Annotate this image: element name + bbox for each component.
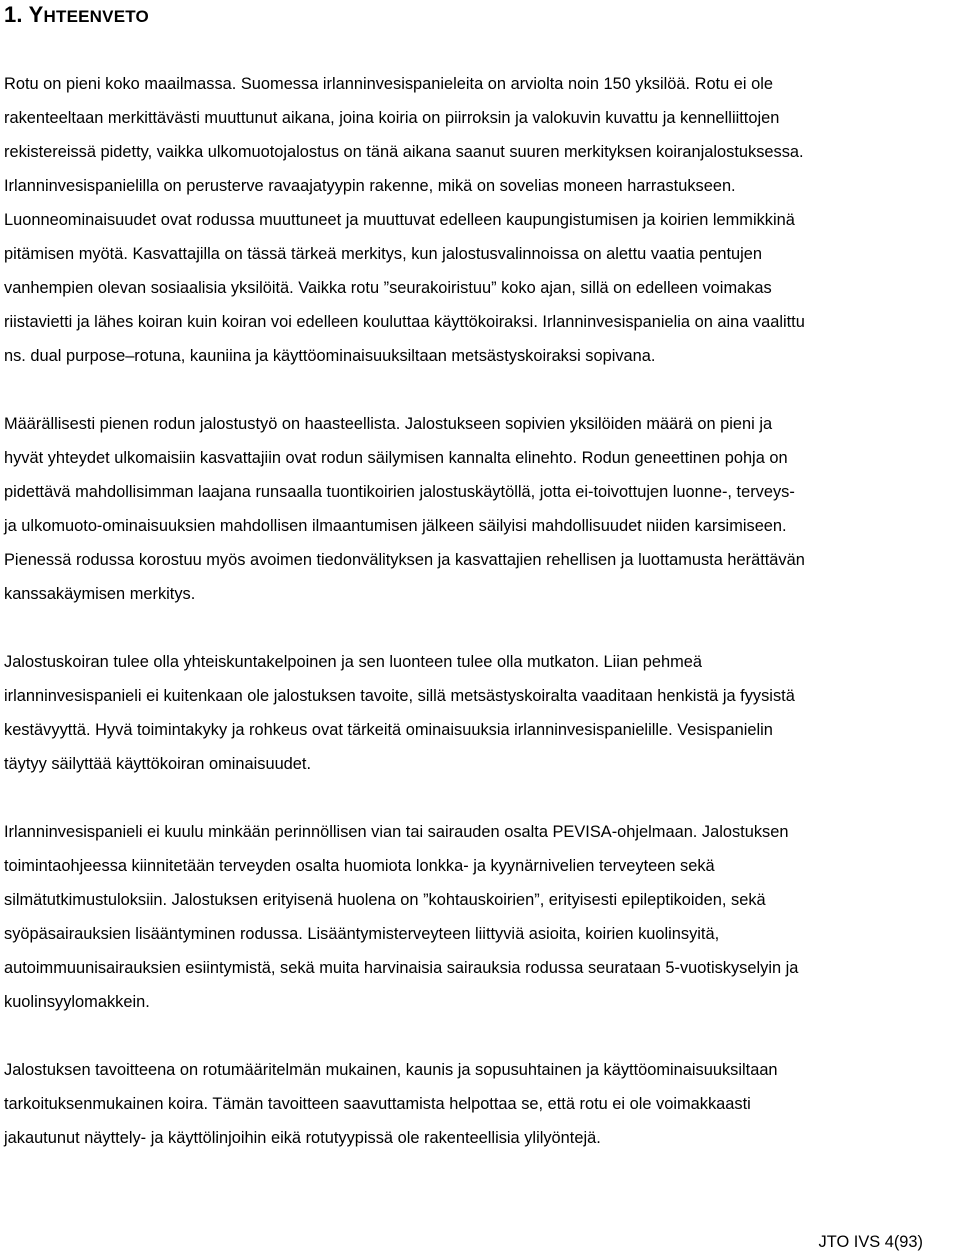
text-line: autoimmuunisairauksien esiintymistä, sekä muita harvinaisia sairauksia rodussa seurataan 5-vuotiskyselyin ja [4, 959, 799, 977]
paragraph [4, 407, 956, 611]
text-line: riistavietti ja lähes koiran kuin koiran voi edelleen kouluttaa käyttökoiraksi. Irlanninvesispanielia on aina vaalittu [4, 313, 805, 331]
section-title-initial: Y [28, 2, 44, 27]
text-line: Irlanninvesispanieli ei kuulu minkään perinnöllisen vian tai sairauden osalta PEVISA-ohjelmaan. Jalostuksen [4, 823, 789, 841]
text-line: Jalostuksen tavoitteena on rotumääritelmän mukainen, kaunis ja sopusuhtainen ja käyttöominaisuuksiltaan [4, 1061, 778, 1079]
text-line: kanssakäymisen merkitys. [4, 585, 196, 603]
text-line: Jalostuskoiran tulee olla yhteiskuntakelpoinen ja sen luonteen tulee olla mutkaton. Liian pehmeä [4, 653, 702, 671]
text-line: rekistereissä pidetty, vaikka ulkomuotojalostus on tänä aikana saanut suuren merkityksen koiranjalostuksessa. [4, 143, 804, 161]
page-footer [819, 1233, 923, 1252]
text-line: ja ulkomuoto-ominaisuuksien mahdollisen ilmaantumisen jälkeen säilyisi mahdollisuudet niiden karsimiseen. [4, 517, 787, 535]
text-line: jakautunut näyttely- ja käyttölinjoihin eikä rotutyypissä ole rakenteellisia ylilyöntejä. [4, 1129, 601, 1147]
page-number: JTO IVS 4(93) [818, 1233, 923, 1251]
text-line: Rotu on pieni koko maailmassa. Suomessa irlanninvesispanieleita on arviolta noin 150 yksilöä. Rotu ei ole [4, 75, 773, 93]
text-line: kestävyyttä. Hyvä toimintakyky ja rohkeus ovat tärkeitä ominaisuuksia irlanninvesispanielille. Vesispanielin [4, 721, 773, 739]
summary-body [4, 67, 956, 1189]
text-line: Pienessä rodussa korostuu myös avoimen tiedonvälityksen ja kasvattajien rehellisen ja luottamusta herättävän [4, 551, 805, 569]
text-line: kuolinsyylomakkein. [4, 993, 150, 1011]
text-line: vanhempien olevan sosiaalisia yksilöitä. Vaikka rotu ”seurakoiristuu” koko ajan, sillä on edelleen voimakas [4, 279, 772, 297]
text-line: pidettävä mahdollisimman laajana runsaalla tuontikoirien jalostuskäytöllä, jotta ei-toivottujen luonne-, terveys- [4, 483, 795, 501]
text-line: irlanninvesispanieli ei kuitenkaan ole jalostuksen tavoite, sillä metsästyskoiralta vaaditaan henkistä ja fyysistä [4, 687, 795, 705]
section-heading [4, 2, 149, 28]
paragraph [4, 67, 956, 373]
text-line: Määrällisesti pienen rodun jalostustyö on haasteellista. Jalostukseen sopivien yksilöiden määrä on pieni ja [4, 415, 773, 433]
text-line: silmätutkimustuloksiin. Jalostuksen erityisenä huolena on ”kohtauskoirien”, erityisesti epileptikoiden, sekä [4, 891, 766, 909]
text-line: Luonneominaisuudet ovat rodussa muuttuneet ja muuttuvat edelleen kaupungistumisen ja koirien lemmikkinä [4, 211, 795, 229]
text-line: täytyy säilyttää käyttökoiran ominaisuudet. [4, 755, 312, 773]
text-line: rakenteeltaan merkittävästi muuttunut aikana, joina koiria on piirroksin ja valokuvin kuvattu ja kennelliittojen [4, 109, 780, 127]
text-line: pitämisen myötä. Kasvattajilla on tässä tärkeä merkitys, kun jalostusvalinnoissa on alettu vaatia pentujen [4, 245, 763, 263]
paragraph [4, 645, 956, 781]
text-line: tarkoituksenmukainen koira. Tämän tavoitteen saavuttamista helpottaa se, että rotu ei ole voimakkaasti [4, 1095, 751, 1113]
text-line: ns. dual purpose–rotuna, kauniina ja käyttöominaisuuksiltaan metsästyskoiraksi sopivana. [4, 347, 656, 365]
text-line: toimintaohjeessa kiinnitetään terveyden osalta huomiota lonkka- ja kyynärnivelien terveyteen sekä [4, 857, 715, 875]
text-line: Irlanninvesispanielilla on perusterve ravaajatyypin rakenne, mikä on sovelias moneen harrastukseen. [4, 177, 736, 195]
paragraph [4, 815, 956, 1019]
paragraph [4, 1053, 956, 1155]
section-title-rest: HTEENVETO [43, 7, 149, 26]
text-line: syöpäsairauksien lisääntyminen rodussa. Lisääntymisterveyteen liittyviä asioita, koirien kuolinsyitä, [4, 925, 720, 943]
text-line: hyvät yhteydet ulkomaisiin kasvattajiin ovat rodun säilymisen kannalta elinehto. Rodun geneettinen pohja on [4, 449, 788, 467]
section-number: 1. [4, 2, 23, 27]
